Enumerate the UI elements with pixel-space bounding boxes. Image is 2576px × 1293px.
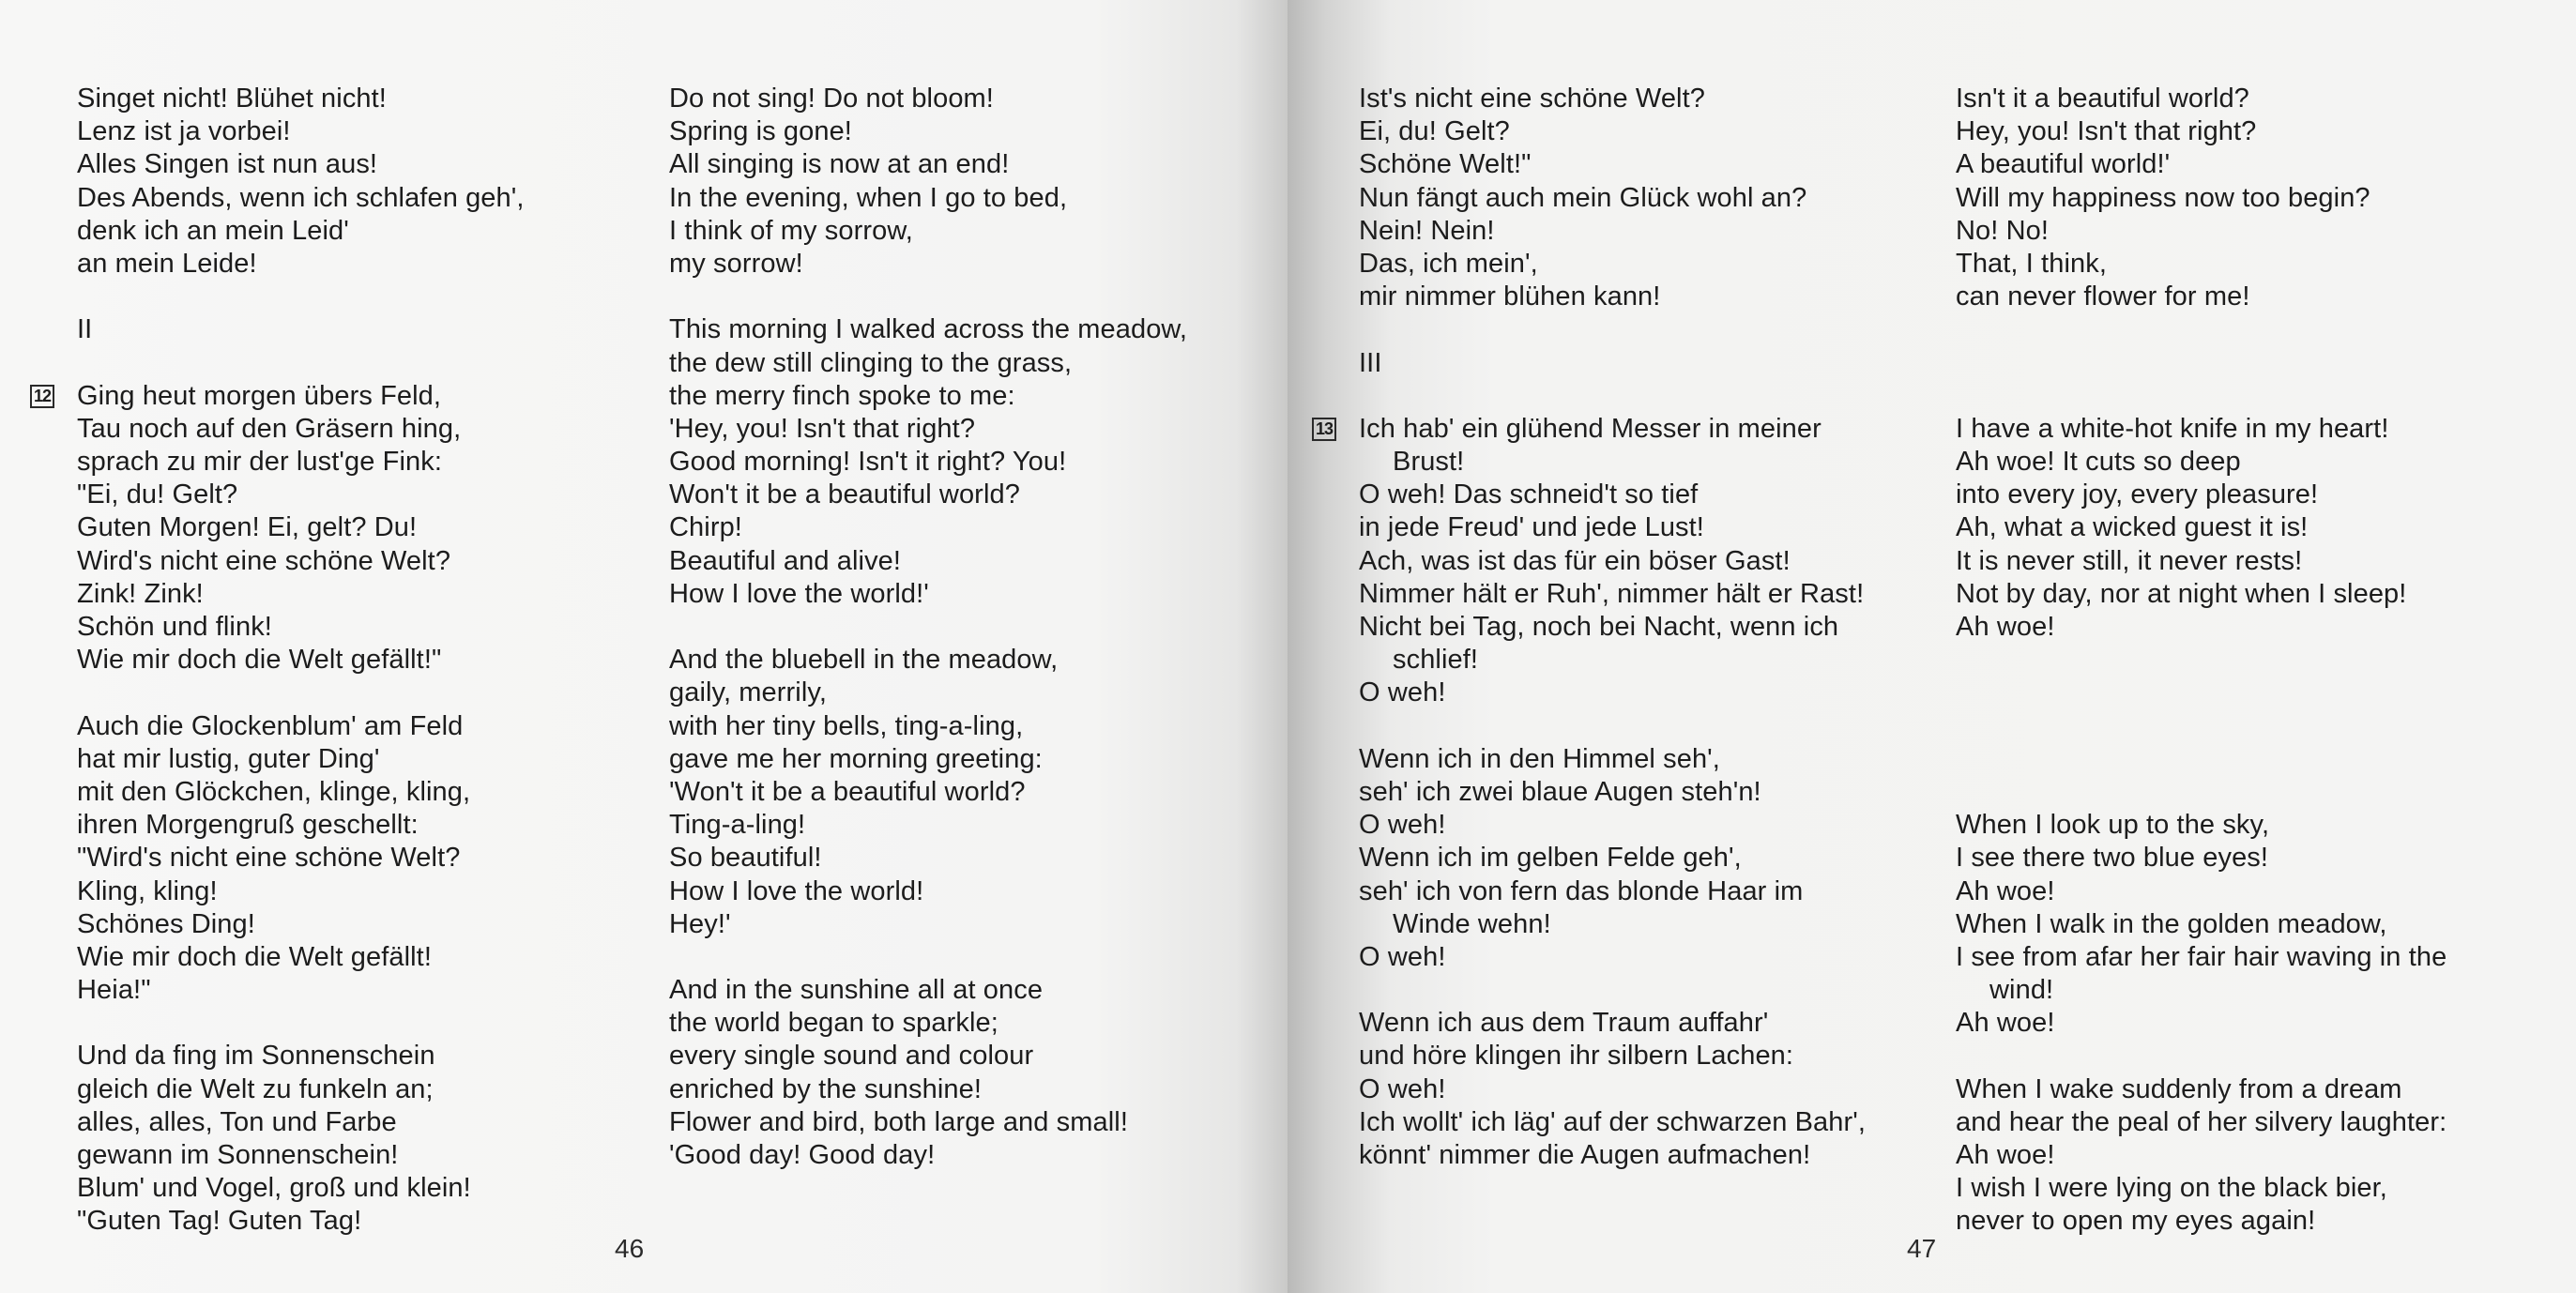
lyric-line: seh' ich von fern das blonde Haar im (1359, 875, 1804, 906)
lyric-line: Hey!' (669, 908, 731, 939)
page-number-right: 47 (1907, 1234, 1937, 1263)
lyric-line: hat mir lustig, guter Ding' (77, 743, 380, 774)
stanza (669, 644, 1187, 941)
stanza (1956, 1073, 2446, 1239)
lyric-line: Beautiful and alive! (669, 545, 902, 576)
stanza-gap (1359, 974, 1866, 1007)
lyric-line: gleich die Welt zu funkeln an; (77, 1073, 434, 1104)
lyric-line: Spring is gone! (669, 116, 852, 147)
stanza (1956, 809, 2446, 1040)
lyric-line (1956, 743, 2446, 776)
lyric-line: can never flower for me! (1956, 281, 2250, 312)
lyric-line: Brust! (1393, 447, 1465, 478)
lyric-line: schlief! (1393, 645, 1479, 676)
lyric-line: That, I think, (1956, 248, 2107, 279)
lyric-line: I see from afar her fair hair waving in the (1956, 941, 2447, 972)
stanza (1956, 677, 2446, 776)
lyric-line: every single sound and colour (669, 1041, 1034, 1072)
lyric-line: Ah woe! (1956, 875, 2055, 906)
lyric-line: How I love the world!' (669, 578, 929, 609)
lyric-line: This morning I walked across the meadow, (669, 314, 1188, 345)
lyric-line: Singet nicht! Blühet nicht! (77, 84, 387, 114)
lyric-line: never to open my eyes again! (1956, 1206, 2316, 1237)
stanza (77, 313, 525, 346)
lyric-line: When I wake suddenly from a dream (1956, 1073, 2402, 1104)
stanza (1956, 347, 2446, 380)
lyric-line: Ich hab' ein glühend Messer in meiner (1359, 413, 1821, 444)
lyric-line: II (77, 314, 93, 345)
lyric-line: in jede Freud' und jede Lust! (1359, 512, 1704, 543)
stanza-gap (1956, 313, 2446, 346)
lyric-line: Schöne Welt!" (1359, 149, 1532, 180)
lyric-line: And in the sunshine all at once (669, 975, 1044, 1006)
lyric-line: Schön und flink! (77, 612, 272, 642)
lyric-line (1956, 677, 2446, 709)
stanza (1359, 347, 1866, 380)
lyric-line: Hey, you! Isn't that right? (1956, 116, 2257, 147)
lyric-line: mir nimmer blühen kann! (1359, 281, 1661, 312)
stanza (669, 974, 1187, 1172)
stanza-gap (77, 347, 525, 380)
lyric-line: Des Abends, wenn ich schlafen geh', (77, 182, 525, 213)
lyric-line: Zink! Zink! (77, 578, 204, 609)
lyric-line: Not by day, nor at night when I sleep! (1956, 578, 2407, 609)
lyric-line: 'Won't it be a beautiful world? (669, 776, 1026, 807)
lyric-line: Ich wollt' ich läg' auf der schwarzen Bahr', (1359, 1106, 1867, 1137)
stanza-gap (77, 677, 525, 709)
stanza (1956, 413, 2446, 644)
lyric-line: Won't it be a beautiful world? (669, 479, 1020, 510)
lyric-line (1956, 710, 2446, 743)
lyric-line: Will my happiness now too begin? (1956, 182, 2370, 213)
english-translation-column-left (669, 83, 1187, 1172)
lyric-line: Blum' und Vogel, groß und klein! (77, 1173, 471, 1204)
lyric-line: O weh! (1359, 677, 1446, 708)
lyric-line: Ging heut morgen übers Feld, (77, 380, 442, 411)
lyric-line: gaily, merrily, (669, 677, 827, 708)
lyric-line: Und da fing im Sonnenschein (77, 1041, 435, 1072)
lyric-line: enriched by the sunshine! (669, 1073, 982, 1104)
stanza (1315, 413, 1866, 710)
lyric-line: So beautiful! (669, 843, 822, 874)
lyric-line: Wie mir doch die Welt gefällt! (77, 941, 432, 972)
stanza-gap (669, 611, 1187, 644)
lyric-line: And the bluebell in the meadow, (669, 645, 1059, 676)
lyric-line: How I love the world! (669, 875, 924, 906)
lyric-line: O weh! (1359, 1073, 1446, 1104)
lyric-line: Flower and bird, both large and small! (669, 1106, 1128, 1137)
lyric-line: O weh! Das schneid't so tief (1359, 479, 1699, 510)
lyric-line: Heia!" (77, 975, 151, 1006)
lyric-line: When I walk in the golden meadow, (1956, 908, 2387, 939)
lyric-line: the dew still clinging to the grass, (669, 347, 1073, 378)
lyric-line: When I look up to the sky, (1956, 810, 2270, 841)
lyric-line: an mein Leide! (77, 248, 257, 279)
lyric-line: Nimmer hält er Ruh', nimmer hält er Rast! (1359, 578, 1865, 609)
lyric-line: "Guten Tag! Guten Tag! (77, 1206, 362, 1237)
lyric-line: Wenn ich in den Himmel seh', (1359, 743, 1720, 774)
lyric-line: mit den Glöckchen, klinge, kling, (77, 776, 471, 807)
lyric-line: I wish I were lying on the black bier, (1956, 1173, 2387, 1204)
lyric-line: Ah woe! (1956, 612, 2055, 642)
lyric-line: Winde wehn! (1393, 908, 1551, 939)
stanza-gap (669, 281, 1187, 313)
lyric-line: und höre klingen ihr silbern Lachen: (1359, 1041, 1794, 1072)
lyric-line: the merry finch spoke to me: (669, 380, 1015, 411)
lyric-line: I see there two blue eyes! (1956, 843, 2269, 874)
lyric-line: with her tiny bells, ting-a-ling, (669, 710, 1024, 741)
lyric-line: Schönes Ding! (77, 908, 255, 939)
lyric-line: Alles Singen ist nun aus! (77, 149, 378, 180)
lyric-line: wind! (1989, 975, 2054, 1006)
track-number-box: 13 (1312, 418, 1336, 441)
stanza (1359, 743, 1866, 974)
lyric-line: O weh! (1359, 941, 1446, 972)
lyric-line: denk ich an mein Leid' (77, 215, 349, 246)
stanza (1359, 83, 1866, 313)
lyric-line: my sorrow! (669, 248, 803, 279)
lyric-line: Isn't it a beautiful world? (1956, 84, 2249, 114)
lyric-line: No! No! (1956, 215, 2050, 246)
stanza-gap (77, 281, 525, 313)
lyric-line: ihren Morgengruß geschellt: (77, 810, 419, 841)
lyric-line: Ah woe! (1956, 1140, 2055, 1170)
lyric-line: O weh! (1359, 810, 1446, 841)
lyric-line: "Ei, du! Gelt? (77, 479, 238, 510)
lyric-line: into every joy, every pleasure! (1956, 479, 2319, 510)
stanza-gap (669, 941, 1187, 974)
lyric-line: I have a white-hot knife in my heart! (1956, 413, 2389, 444)
stanza (669, 313, 1187, 611)
lyric-line: the world began to sparkle; (669, 1008, 998, 1039)
lyric-line: 'Good day! Good day! (669, 1140, 936, 1170)
lyric-line: Auch die Glockenblum' am Feld (77, 710, 464, 741)
stanza (77, 710, 525, 1008)
right-page (1288, 0, 2576, 1293)
page-number-left: 46 (615, 1234, 645, 1263)
lyric-line: In the evening, when I go to bed, (669, 182, 1068, 213)
lyric-line: Do not sing! Do not bloom! (669, 84, 994, 114)
german-lyrics-column-left (33, 83, 525, 1239)
lyric-line: Ah woe! (1956, 1008, 2055, 1039)
track-number-box: 12 (30, 385, 54, 408)
lyric-line: gewann im Sonnenschein! (77, 1140, 399, 1170)
lyric-line: Guten Morgen! Ei, gelt? Du! (77, 512, 418, 543)
lyric-line: Das, ich mein', (1359, 248, 1538, 279)
lyric-line: Ach, was ist das für ein böser Gast! (1359, 545, 1791, 576)
lyric-line: Wird's nicht eine schöne Welt? (77, 545, 451, 576)
lyric-line: Wenn ich im gelben Felde geh', (1359, 843, 1742, 874)
lyric-line: and hear the peal of her silvery laughter: (1956, 1106, 2447, 1137)
lyric-line: alles, alles, Ton und Farbe (77, 1106, 397, 1137)
stanza (77, 83, 525, 281)
lyric-line: Good morning! Isn't it right? You! (669, 447, 1067, 478)
stanza-gap (1956, 644, 2446, 677)
lyric-line: 'Hey, you! Isn't that right? (669, 413, 976, 444)
lyric-line: Wenn ich aus dem Traum auffahr' (1359, 1008, 1769, 1039)
lyric-line: III (1359, 347, 1382, 378)
lyric-line: A beautiful world!' (1956, 149, 2171, 180)
stanza-gap (1359, 313, 1866, 346)
stanza-gap (77, 1007, 525, 1040)
stanza (1956, 83, 2446, 313)
lyric-line: könnt' nimmer die Augen aufmachen! (1359, 1140, 1811, 1170)
lyric-line: Ting-a-ling! (669, 810, 806, 841)
german-lyrics-column-right (1315, 83, 1867, 1172)
lyric-line: sprach zu mir der lust'ge Fink: (77, 447, 442, 478)
stanza (33, 380, 525, 677)
lyric-line: Nicht bei Tag, noch bei Nacht, wenn ich (1359, 612, 1839, 642)
stanza-gap (1956, 380, 2446, 413)
stanza-gap (1956, 776, 2446, 809)
lyric-line: Nun fängt auch mein Glück wohl an? (1359, 182, 1807, 213)
lyric-line: I think of my sorrow, (669, 215, 913, 246)
lyric-line: "Wird's nicht eine schöne Welt? (77, 843, 461, 874)
stanza-gap (1956, 1040, 2446, 1072)
stanza-gap (1359, 710, 1866, 743)
lyric-line: Nein! Nein! (1359, 215, 1495, 246)
lyric-line: Chirp! (669, 512, 742, 543)
lyric-line: Lenz ist ja vorbei! (77, 116, 291, 147)
lyric-line: Ist's nicht eine schöne Welt? (1359, 84, 1705, 114)
lyric-line: Tau noch auf den Gräsern hing, (77, 413, 462, 444)
stanza-gap (1359, 380, 1866, 413)
lyric-line: gave me her morning greeting: (669, 743, 1043, 774)
stanza (669, 83, 1187, 281)
stanza (1359, 1007, 1866, 1172)
lyric-line: Ah woe! It cuts so deep (1956, 447, 2241, 478)
lyric-line: Ei, du! Gelt? (1359, 116, 1510, 147)
stanza (77, 1040, 525, 1238)
lyric-line: Kling, kling! (77, 875, 218, 906)
lyric-line (1956, 347, 2446, 380)
lyric-line: It is never still, it never rests! (1956, 545, 2303, 576)
english-translation-column-right (1956, 83, 2446, 1239)
lyric-line: All singing is now at an end! (669, 149, 1010, 180)
lyric-line: Ah, what a wicked guest it is! (1956, 512, 2309, 543)
lyric-line: Wie mir doch die Welt gefällt!" (77, 645, 442, 676)
lyric-line: seh' ich zwei blaue Augen steh'n! (1359, 776, 1761, 807)
